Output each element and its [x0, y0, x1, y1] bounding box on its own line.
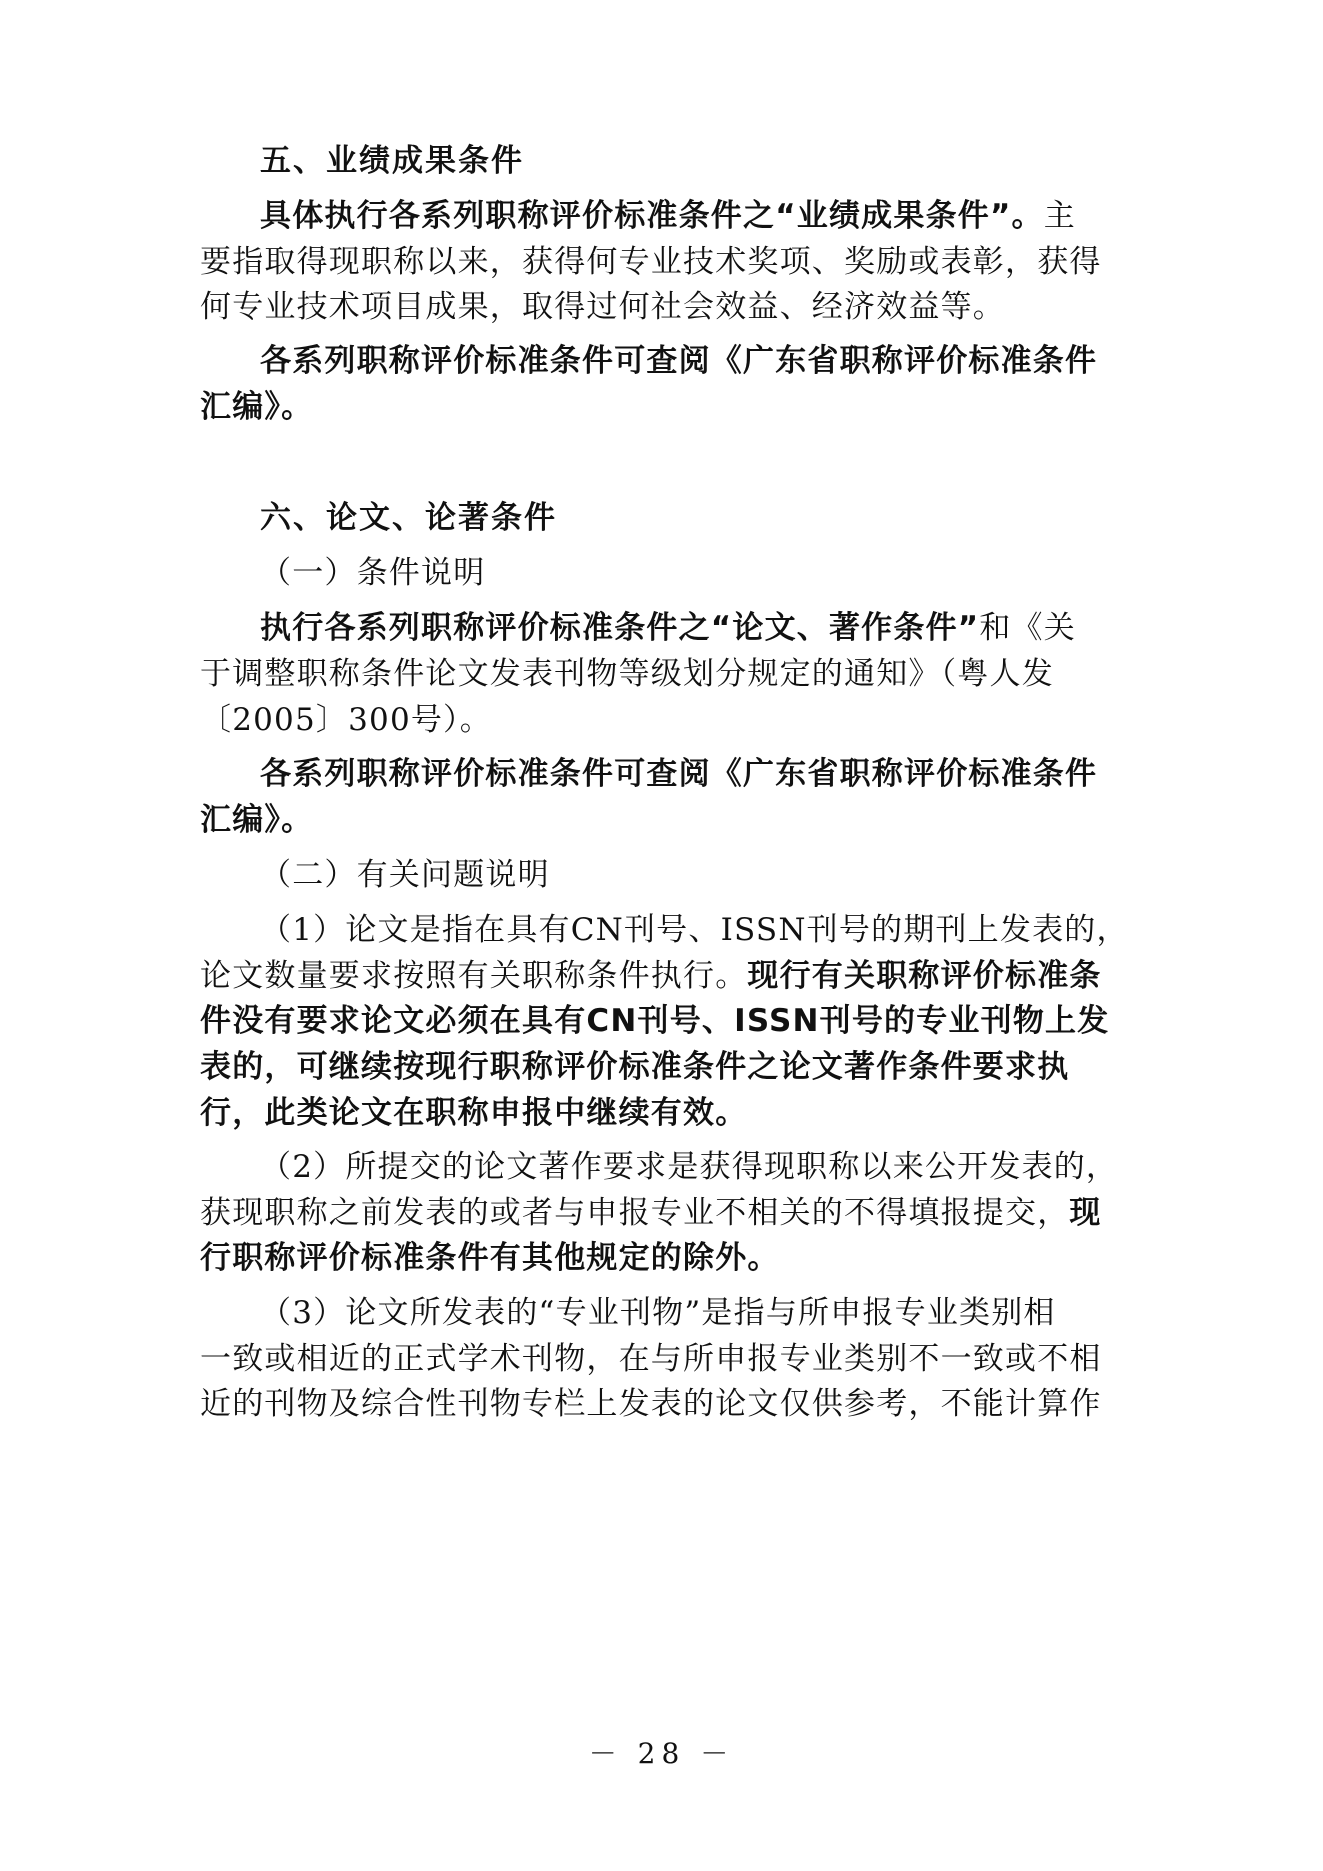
paragraph-line: （2）所提交的论文著作要求是获得现职称以来公开发表的，: [260, 1149, 1119, 1185]
paragraph-line: [200, 956, 1102, 996]
paragraph-line-bold: 各系列职称评价标准条件可查阅《广东省职称评价标准条件: [260, 343, 1098, 379]
bold-text: 执行各系列职称评价标准条件之“论文、著作条件”: [260, 610, 980, 646]
paragraph-line-bold: 汇编》。: [200, 389, 314, 425]
subsection-heading: （二）有关问题说明: [260, 857, 550, 893]
plain-text: 论文数量要求按照有关职称条件执行。: [200, 958, 748, 994]
paragraph-line-bold: 件没有要求论文必须在具有CN刊号、ISSN刊号的专业刊物上发: [200, 1003, 1110, 1039]
plain-text: 主: [1043, 198, 1076, 234]
page-number: － 28 －: [588, 1737, 735, 1770]
paragraph-line-bold: 表的，可继续按现行职称评价标准条件之论文著作条件要求执: [200, 1049, 1070, 1085]
paragraph-line-bold: 汇编》。: [200, 802, 314, 838]
paragraph-line: 于调整职称条件论文发表刊物等级划分规定的通知》（粤人发: [200, 656, 1054, 692]
paragraph-line: 近的刊物及综合性刊物专栏上发表的论文仅供参考，不能计算作: [200, 1386, 1102, 1422]
paragraph-line: （3）论文所发表的“专业刊物”是指与所申报专业类别相: [260, 1295, 1056, 1331]
section-heading-6: 六、论文、论著条件: [260, 500, 557, 536]
paragraph-line: [260, 608, 1076, 648]
bold-text: 现: [1069, 1195, 1102, 1231]
bold-text: 具体执行各系列职称评价标准条件之“业绩成果条件”。: [260, 198, 1044, 234]
paragraph-line: [260, 196, 1076, 236]
paragraph-line: 何专业技术项目成果，取得过何社会效益、经济效益等。: [200, 289, 1005, 325]
paragraph-line: 要指取得现职称以来，获得何专业技术奖项、奖励或表彰，获得: [200, 244, 1102, 280]
paragraph-line-bold: 各系列职称评价标准条件可查阅《广东省职称评价标准条件: [260, 756, 1098, 792]
paragraph-line: （1）论文是指在具有CN刊号、ISSN刊号的期刊上发表的，: [260, 912, 1129, 948]
paragraph-line-bold: 行职称评价标准条件有其他规定的除外。: [200, 1240, 780, 1276]
paragraph-line: 一致或相近的正式学术刊物，在与所申报专业类别不一致或不相: [200, 1341, 1102, 1377]
plain-text: 和《关: [979, 610, 1076, 646]
plain-text: 获现职称之前发表的或者与申报专业不相关的不得填报提交，: [200, 1195, 1070, 1231]
paragraph-line-bold: 行，此类论文在职称申报中继续有效。: [200, 1095, 748, 1131]
bold-text: 现行有关职称评价标准条: [747, 958, 1102, 994]
paragraph-line: 〔2005〕300号）。: [200, 702, 492, 738]
subsection-heading: （一）条件说明: [260, 555, 486, 591]
section-heading-5: 五、业绩成果条件: [260, 143, 524, 179]
paragraph-line: [200, 1193, 1102, 1233]
